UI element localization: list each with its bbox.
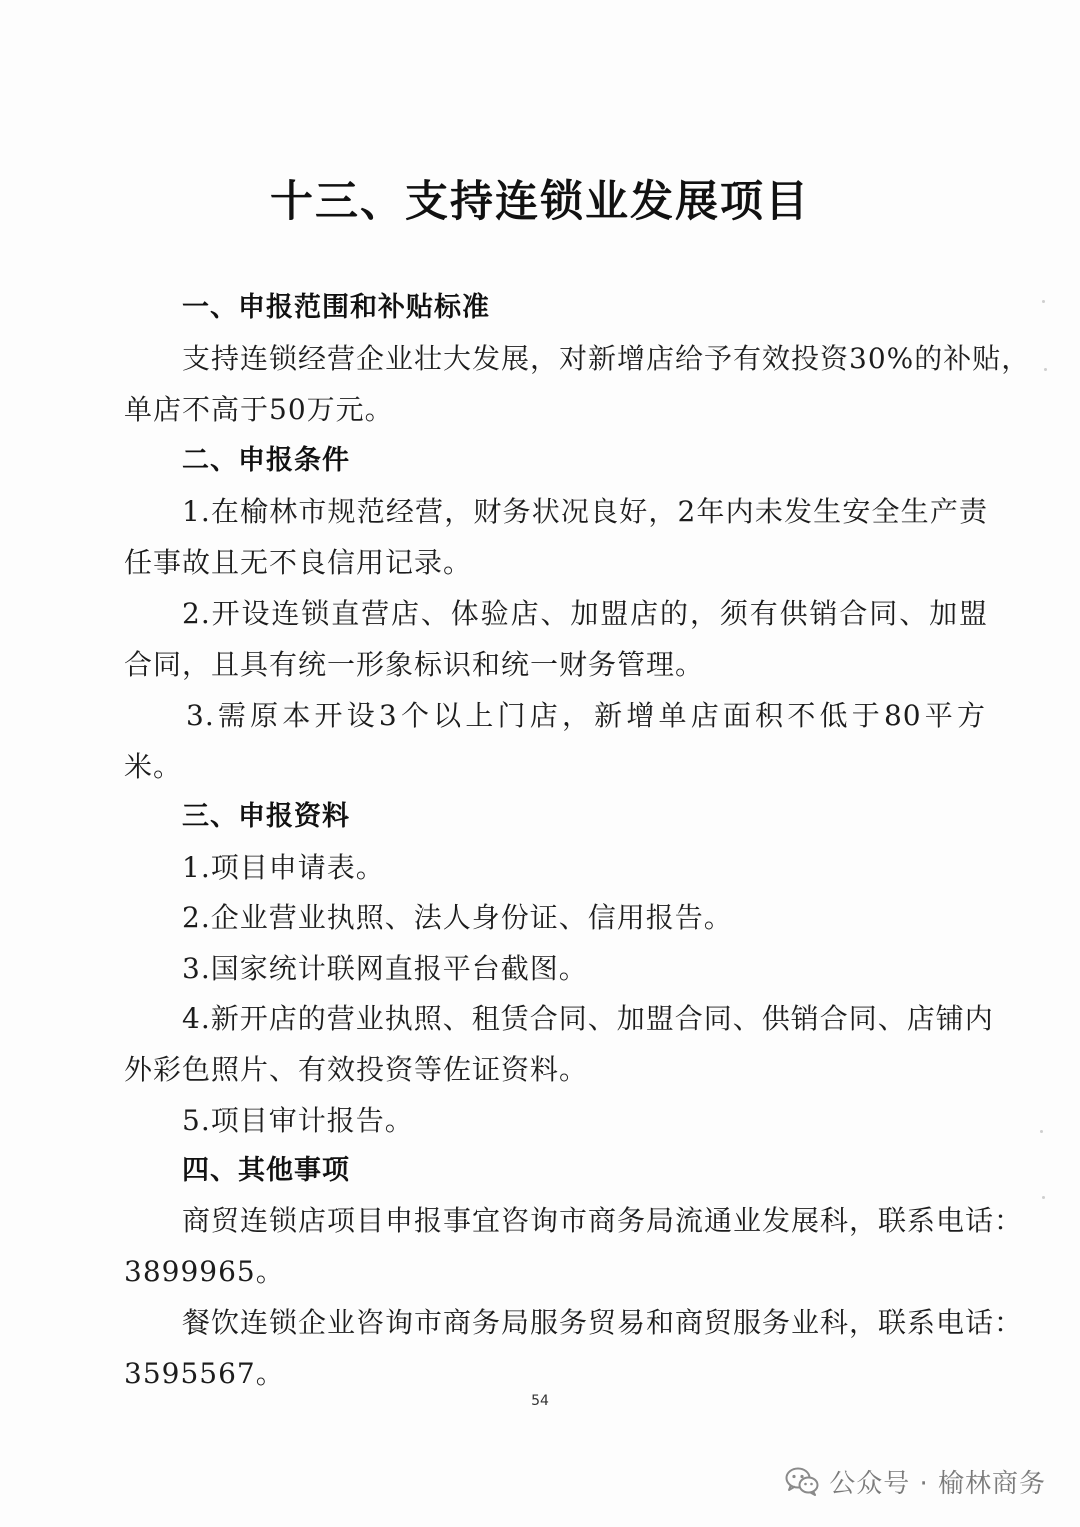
section-heading-conditions: 二、申报条件	[182, 445, 350, 476]
paragraph-line: 餐饮连锁企业咨询市商务局服务贸易和商贸服务业科，联系电话：	[182, 1306, 1024, 1339]
list-item-line: 米。	[124, 750, 183, 783]
list-item: 2.企业营业执照、法人身份证、信用报告。	[182, 901, 733, 934]
section-heading-other: 四、其他事项	[182, 1155, 350, 1186]
phone-number: 3899965。	[124, 1255, 285, 1288]
watermark-text: 公众号 · 榆林商务	[829, 1468, 1046, 1499]
page-title: 十三、支持连锁业发展项目	[270, 177, 810, 227]
scan-speck	[1040, 1130, 1043, 1133]
list-item: 5.项目审计报告。	[182, 1104, 414, 1137]
section-heading-materials: 三、申报资料	[182, 801, 350, 832]
scan-speck	[1042, 300, 1045, 303]
list-item-line: 3.需原本开设3个以上门店，新增单店面积不低于80平方	[186, 699, 986, 732]
list-item-line: 任事故且无不良信用记录。	[124, 546, 473, 579]
paragraph-line: 单店不高于50万元。	[124, 393, 394, 426]
list-item: 1.项目申请表。	[182, 851, 385, 884]
page-number: 54	[531, 1393, 549, 1409]
list-item: 3.国家统计联网直报平台截图。	[182, 952, 588, 985]
list-item-line: 1.在榆林市规范经营，财务状况良好，2年内未发生安全生产责	[182, 495, 988, 528]
paragraph-line: 支持连锁经营企业壮大发展，对新增店给予有效投资30%的补贴，	[182, 342, 1031, 375]
phone-number: 3595567。	[124, 1357, 285, 1390]
list-item-line: 4.新开店的营业执照、租赁合同、加盟合同、供销合同、店铺内	[182, 1002, 994, 1035]
list-item-line: 合同，且具有统一形象标识和统一财务管理。	[124, 648, 705, 681]
list-item-line: 2.开设连锁直营店、体验店、加盟店的，须有供销合同、加盟	[182, 597, 988, 630]
scan-speck	[1044, 368, 1047, 371]
list-item-line: 外彩色照片、有效投资等佐证资料。	[124, 1053, 589, 1086]
section-heading-scope: 一、申报范围和补贴标准	[182, 292, 490, 323]
paragraph-line: 商贸连锁店项目申报事宜咨询市商务局流通业发展科，联系电话：	[182, 1204, 1024, 1237]
wechat-icon	[785, 1466, 819, 1496]
scan-speck	[1042, 1196, 1045, 1199]
wechat-watermark	[785, 1459, 1046, 1503]
